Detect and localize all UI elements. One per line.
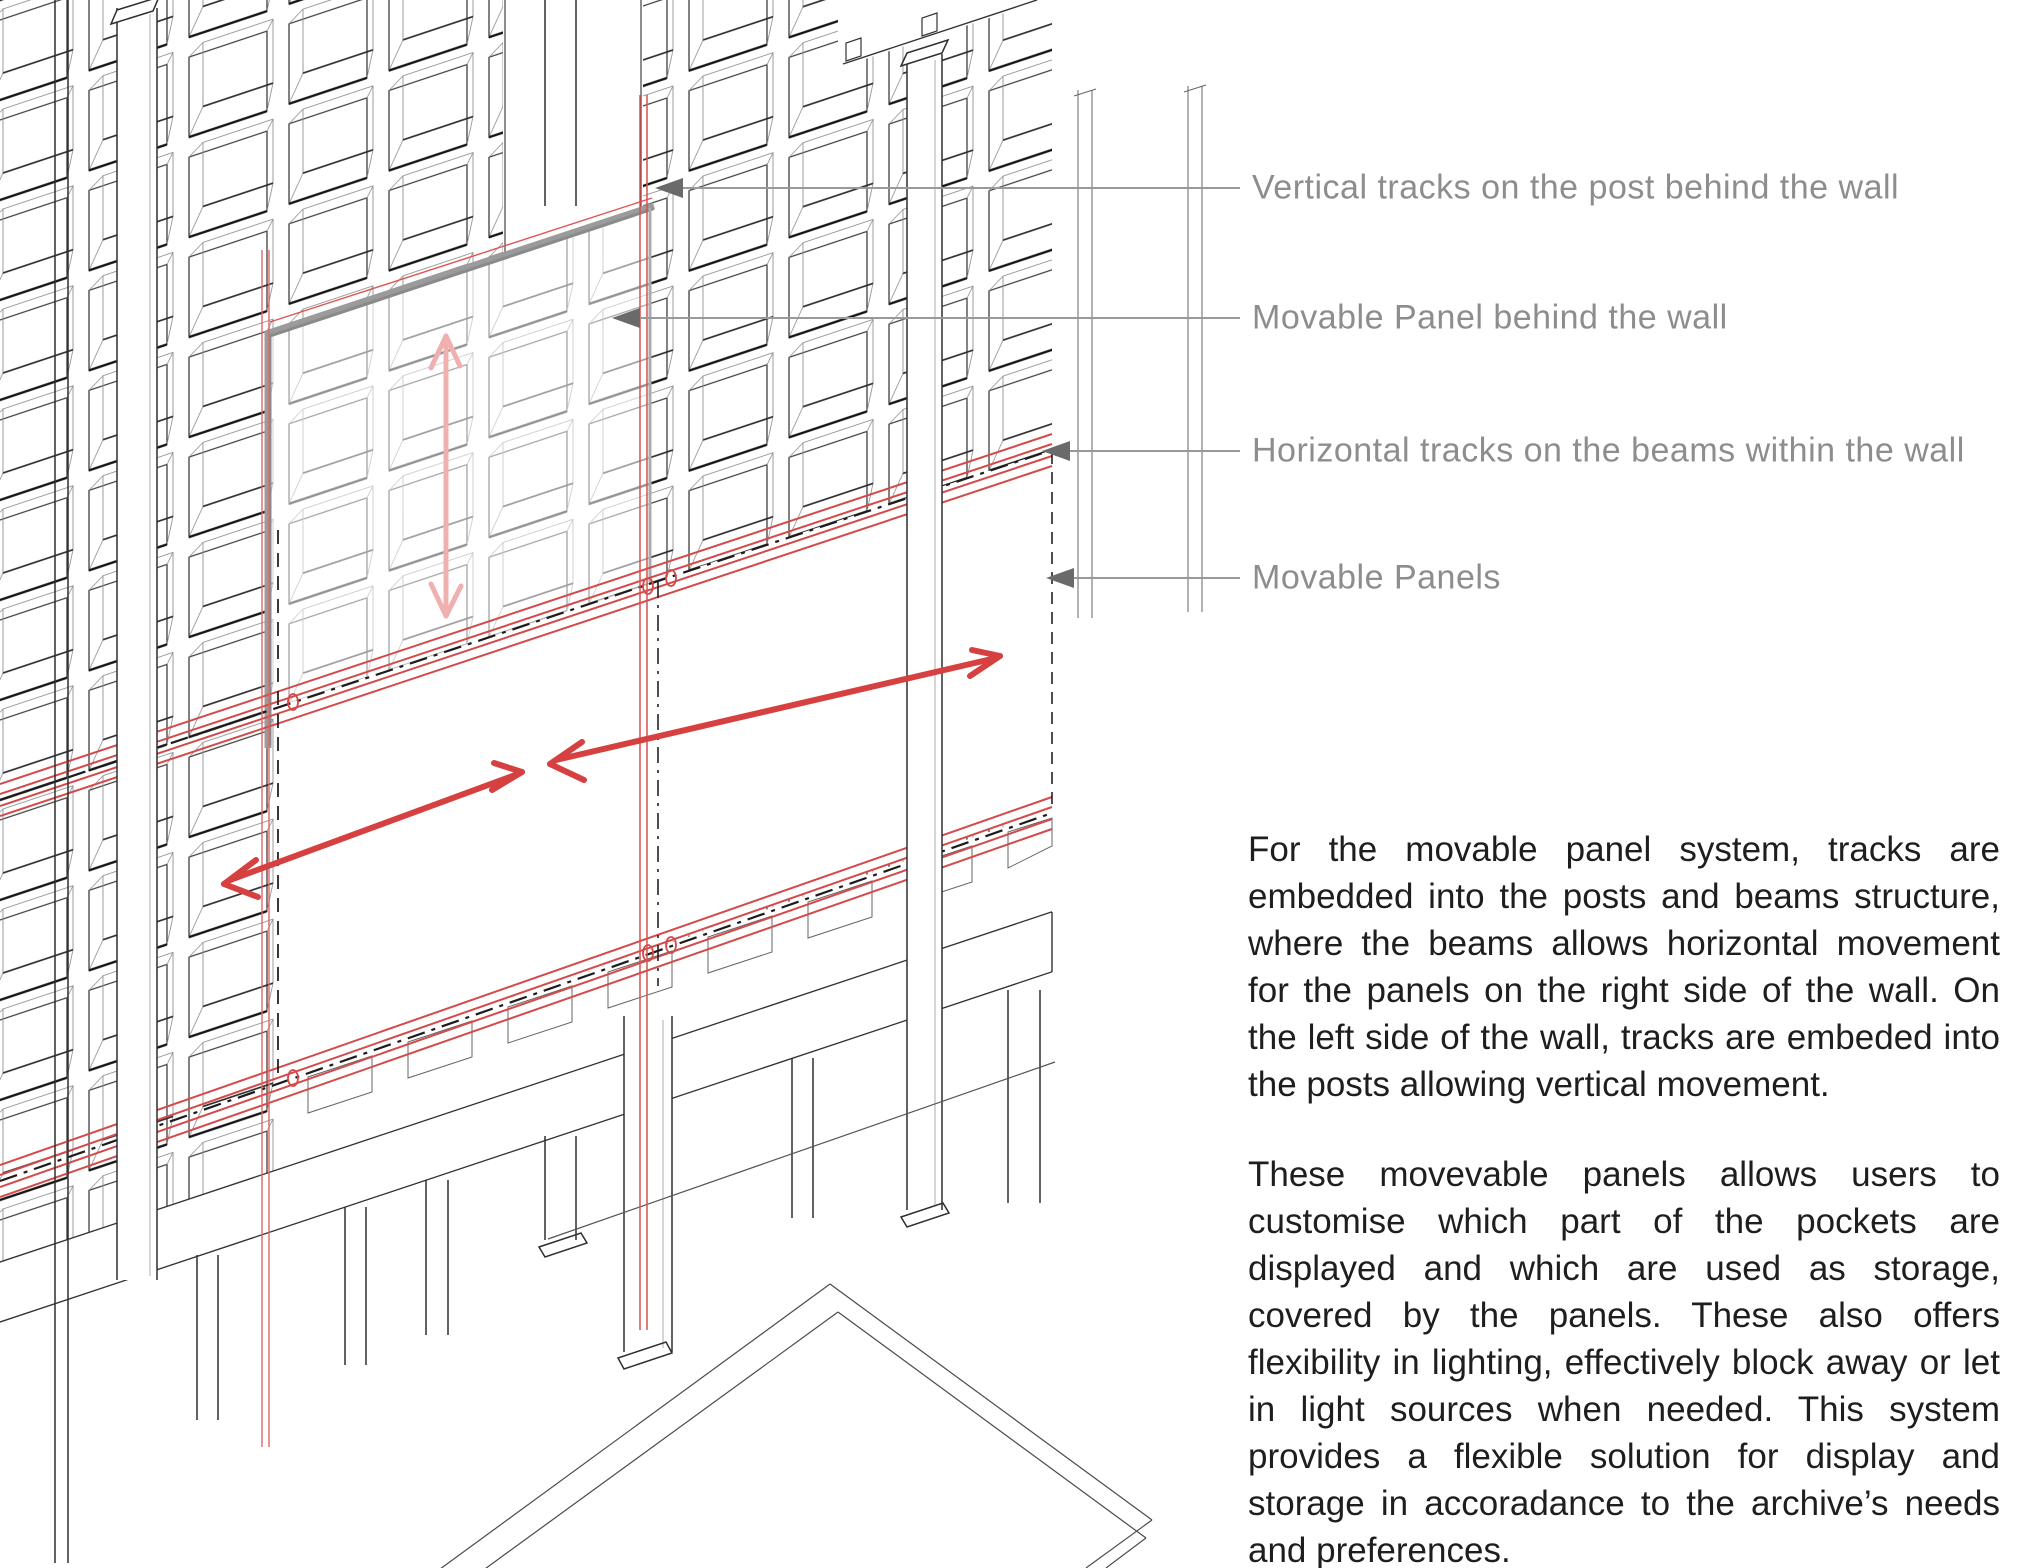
label-movable-panel-behind: Movable Panel behind the wall <box>1252 298 1728 337</box>
background-posts <box>1074 85 1206 618</box>
front-post-right <box>901 40 949 1227</box>
label-vertical-tracks: Vertical tracks on the post behind the wall <box>1252 168 1900 207</box>
front-post-center <box>618 1016 672 1369</box>
description-paragraph-1: For the movable panel system, tracks are embedded into the posts and beams structure, where the beams allows horizontal movement for the panels on the right side of the wall. On the left side of the wall, tracks are embeded into the posts allowing vertical movement. <box>1248 830 2000 1104</box>
label-horizontal-tracks: Horizontal tracks on the beams within the wall <box>1252 431 1965 470</box>
label-movable-panels: Movable Panels <box>1252 558 1501 597</box>
description-block <box>1248 826 2000 1568</box>
description-paragraph-2: These movevable panels allows users to customise which part of the pockets are displayed and which are used as storage, covered by the panels. These also offers flexibility in lighting, effectively block away or let in light sources when needed. This system provides a flexible solution for display and storage in accoradance to the archive’s needs and preferences. <box>1248 1155 2000 1568</box>
front-post-left <box>111 0 159 1280</box>
